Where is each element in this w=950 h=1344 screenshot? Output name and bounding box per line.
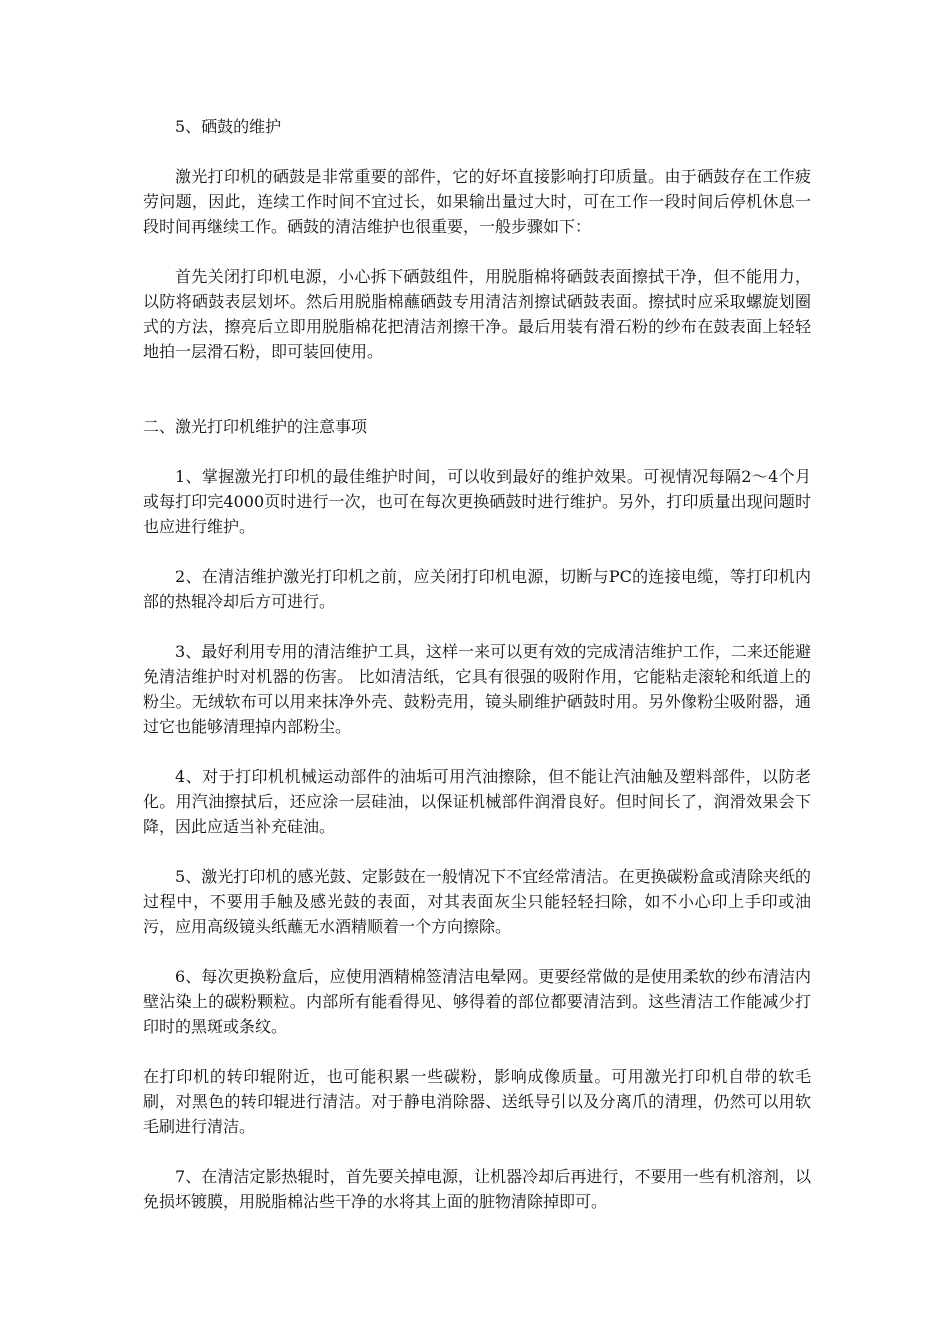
- paragraph-drum-intro: 激光打印机的硒鼓是非常重要的部件，它的好坏直接影响打印质量。由于硒鼓存在工作疲劳问题，因此，连续工作时间不宜过长，如果输出量过大时，可在工作一段时间后停机休息一段时间再继续工作。硒鼓的清洁维护也很重要，一般步骤如下：: [143, 167, 811, 236]
- list-item-precaution-5: 5、激光打印机的感光鼓、定影鼓在一般情况下不宜经常清洁。在更换碳粉盒或清除夹纸的过程中，不要用手触及感光鼓的表面，对其表面灰尘只能轻轻扫除，如不小心印上手印或油污，应用高级镜头纸蘸无水酒精顺着一个方向擦除。: [143, 867, 811, 936]
- list-item-precaution-2: 2、在清洁维护激光打印机之前，应关闭打印机电源，切断与PC的连接电缆，等打印机内部的热辊冷却后方可进行。: [143, 567, 811, 611]
- paragraph-drum-steps: 首先关闭打印机电源，小心拆下硒鼓组件，用脱脂棉将硒鼓表面擦拭干净，但不能用力，以防将硒鼓表层划坏。然后用脱脂棉蘸硒鼓专用清洁剂擦试硒鼓表面。擦拭时应采取螺旋划圈式的方法，擦亮后立即用脱脂棉花把清洁剂擦干净。最后用装有滑石粉的纱布在鼓表面上轻轻地拍一层滑石粉，即可装回使用。: [143, 267, 811, 361]
- paragraph-transfer-roller: 在打印机的转印辊附近，也可能积累一些碳粉，影响成像质量。可用激光打印机自带的软毛刷，对黑色的转印辊进行清洁。对于静电消除器、送纸导引以及分离爪的清理，仍然可以用软毛刷进行清洁。: [143, 1067, 811, 1136]
- list-item-precaution-6: 6、每次更换粉盒后，应使用酒精棉签清洁电晕网。更要经常做的是使用柔软的纱布清洁内壁沾染上的碳粉颗粒。内部所有能看得见、够得着的部位都要清洁到。这些清洁工作能减少打印时的黑斑或条纹。: [143, 967, 811, 1036]
- list-item-precaution-7: 7、在清洁定影热辊时，首先要关掉电源，让机器冷却后再进行，不要用一些有机溶剂，以免损坏镀膜，用脱脂棉沾些干净的水将其上面的脏物清除掉即可。: [143, 1167, 811, 1211]
- list-item-precaution-3: 3、最好利用专用的清洁维护工具，这样一来可以更有效的完成清洁维护工作，二来还能避免清洁维护时对机器的伤害。 比如清洁纸，它具有很强的吸附作用，它能粘走滚轮和纸道上的粉尘。无绒软布可以用来抹净外壳、鼓粉壳用，镜头刷维护硒鼓时用。另外像粉尘吸附器，通过它也能够清理掉内部粉尘。: [143, 642, 811, 736]
- section-heading-precautions: 二、激光打印机维护的注意事项: [143, 417, 368, 436]
- section-heading-drum-maintenance: 5、硒鼓的维护: [175, 117, 282, 136]
- list-item-precaution-4: 4、对于打印机机械运动部件的油垢可用汽油擦除，但不能让汽油触及塑料部件，以防老化。用汽油擦拭后，还应涂一层硅油，以保证机械部件润滑良好。但时间长了，润滑效果会下降，因此应适当补充硅油。: [143, 767, 811, 836]
- list-item-precaution-1: 1、掌握激光打印机的最佳维护时间，可以收到最好的维护效果。可视情况每隔2～4个月或每打印完4000页时进行一次，也可在每次更换硒鼓时进行维护。另外，打印质量出现问题时也应进行维护。: [143, 467, 811, 536]
